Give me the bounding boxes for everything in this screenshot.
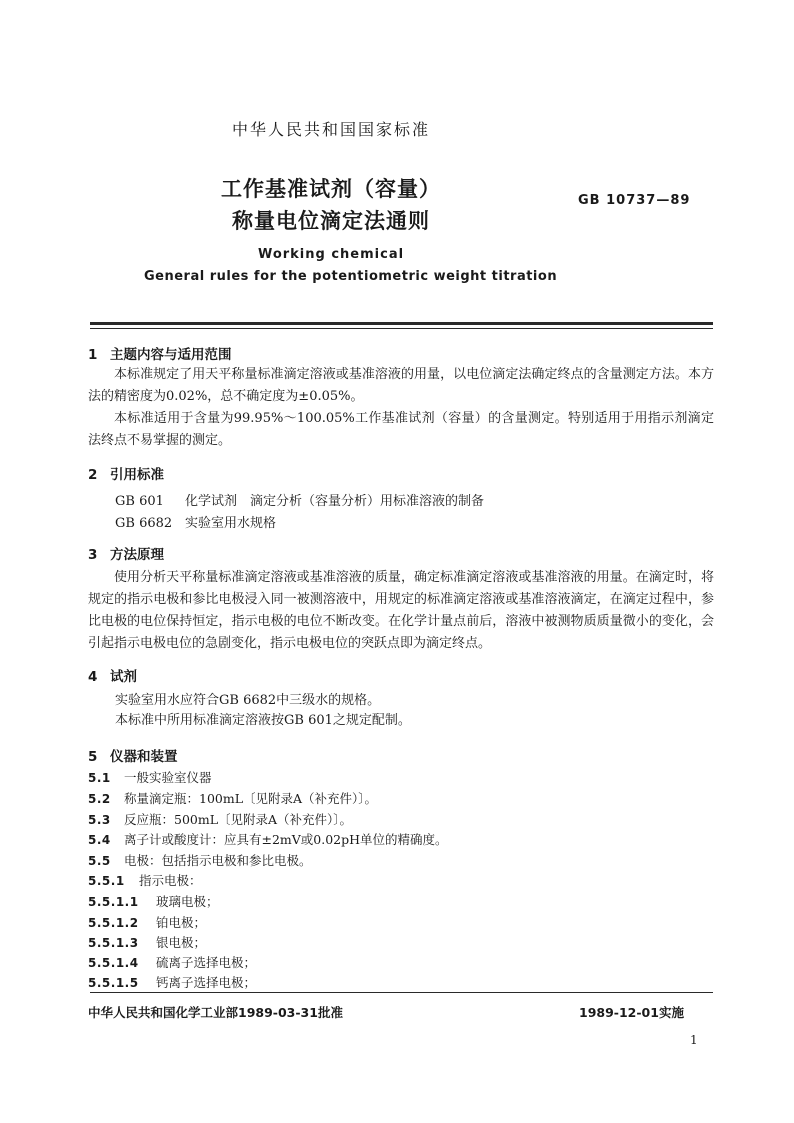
- clause-number: 5.5.1.4: [88, 956, 139, 970]
- equipment-item: [88, 851, 312, 869]
- section-title: 主题内容与适用范围: [110, 347, 232, 363]
- reference-text: 实验室用水规格: [185, 516, 277, 531]
- clause-number: 5.2: [88, 792, 111, 806]
- clause-number: 5.5.1.2: [88, 916, 139, 930]
- section-title: 试剂: [110, 669, 137, 685]
- clause-text: 硫离子选择电极；: [156, 955, 257, 970]
- section-number: 4: [88, 669, 98, 685]
- issuing-org: 中华人民共和国国家标准: [231, 120, 430, 139]
- section-1-heading: [88, 343, 232, 363]
- clause-text: 电极：包括指示电极和参比电极。: [124, 853, 312, 868]
- equipment-item: [88, 933, 206, 951]
- clause-text: 钙离子选择电极；: [156, 975, 257, 990]
- section-5-heading: [88, 745, 178, 765]
- effective-date: 1989-12-01实施: [579, 1005, 684, 1020]
- section-number: 5: [88, 749, 98, 765]
- section-3-heading: [88, 543, 164, 563]
- clause-number: 5.4: [88, 833, 111, 847]
- clause-number: 5.3: [88, 813, 111, 827]
- clause-number: 5.5.1.1: [88, 895, 139, 909]
- clause-text: 铂电极；: [156, 915, 207, 930]
- equipment-item: [88, 789, 377, 807]
- reference-item: [115, 512, 276, 531]
- reference-text: 化学试剂 滴定分析（容量分析）用标准溶液的制备: [185, 494, 485, 509]
- section-4-para-1: 实验室用水应符合GB 6682中三级水的规格。: [115, 693, 381, 708]
- section-number: 2: [88, 467, 98, 483]
- section-title: 引用标准: [110, 467, 164, 483]
- clause-number: 5.1: [88, 771, 111, 785]
- clause-text: 一般实验室仪器: [124, 770, 212, 785]
- title-line-1: 工作基准试剂（容量）: [221, 177, 441, 201]
- equipment-item: [88, 892, 219, 910]
- section-title: 仪器和装置: [110, 749, 178, 765]
- equipment-item: [88, 953, 256, 971]
- equipment-item: [88, 871, 202, 889]
- section-1-para-2: 本标准适用于含量为99.95%～100.05%工作基准试剂（容量）的含量测定。特别适用于用指示剂滴定法终点不易掌握的测定。: [88, 411, 714, 448]
- equipment-item: [88, 830, 448, 848]
- header-rule-thin: [90, 328, 713, 329]
- english-title-line-1: Working chemical: [257, 247, 405, 262]
- reference-code: GB 6682: [115, 516, 173, 531]
- clause-number: 5.5.1: [88, 874, 125, 888]
- title-line-2: 称量电位滴定法通则: [232, 209, 430, 233]
- header-rule-thick: [90, 322, 713, 325]
- section-3-para-1: 使用分析天平称量标准滴定溶液或基准溶液的质量，确定标准滴定溶液或基准溶液的用量。在滴定时，将规定的指示电极和参比电极浸入同一被测溶液中，用规定的标准滴定溶液或基准溶液滴定，在滴定过程中，参比电极的电位保持恒定，指示电极的电位不断改变。在化学计量点前后，溶液中被测物质质量微小的变化，会引起指示电极电位的急剧变化，指示电极电位的突跃点即为滴定终点。: [88, 570, 714, 651]
- equipment-item: [88, 973, 256, 991]
- section-4-para-2: 本标准中所用标准滴定溶液按GB 601之规定配制。: [115, 713, 411, 728]
- section-title: 方法原理: [110, 547, 164, 563]
- page-number: 1: [690, 1033, 698, 1047]
- section-number: 1: [88, 347, 98, 363]
- standard-number: GB 10737—89: [578, 193, 691, 208]
- clause-text: 反应瓶：500mL〔见附录A（补充件）〕。: [124, 812, 353, 827]
- reference-code: GB 601: [115, 494, 164, 509]
- clause-number: 5.5: [88, 854, 111, 868]
- clause-number: 5.5.1.3: [88, 936, 139, 950]
- reference-item: [115, 490, 484, 509]
- english-title-line-2: General rules for the potentiometric weight titration: [144, 269, 558, 284]
- section-2-heading: [88, 463, 164, 483]
- section-number: 3: [88, 547, 98, 563]
- clause-number: 5.5.1.5: [88, 976, 139, 990]
- footer-rule: [90, 992, 713, 993]
- clause-text: 银电极；: [156, 935, 207, 950]
- approval-date: 中华人民共和国化学工业部1989-03-31批准: [88, 1005, 343, 1020]
- clause-text: 称量滴定瓶：100mL〔见附录A（补充件）〕。: [124, 791, 378, 806]
- equipment-item: [88, 768, 212, 786]
- equipment-item: [88, 810, 352, 828]
- clause-text: 指示电极：: [139, 873, 202, 888]
- clause-text: 玻璃电极；: [156, 894, 219, 909]
- section-1-para-1: 本标准规定了用天平称量标准滴定溶液或基准溶液的用量，以电位滴定法确定终点的含量测定方法。本方法的精密度为0.02%，总不确定度为±0.05%。: [88, 367, 714, 404]
- section-4-heading: [88, 665, 137, 685]
- clause-text: 离子计或酸度计：应具有±2mV或0.02pH单位的精确度。: [124, 832, 448, 847]
- equipment-item: [88, 913, 206, 931]
